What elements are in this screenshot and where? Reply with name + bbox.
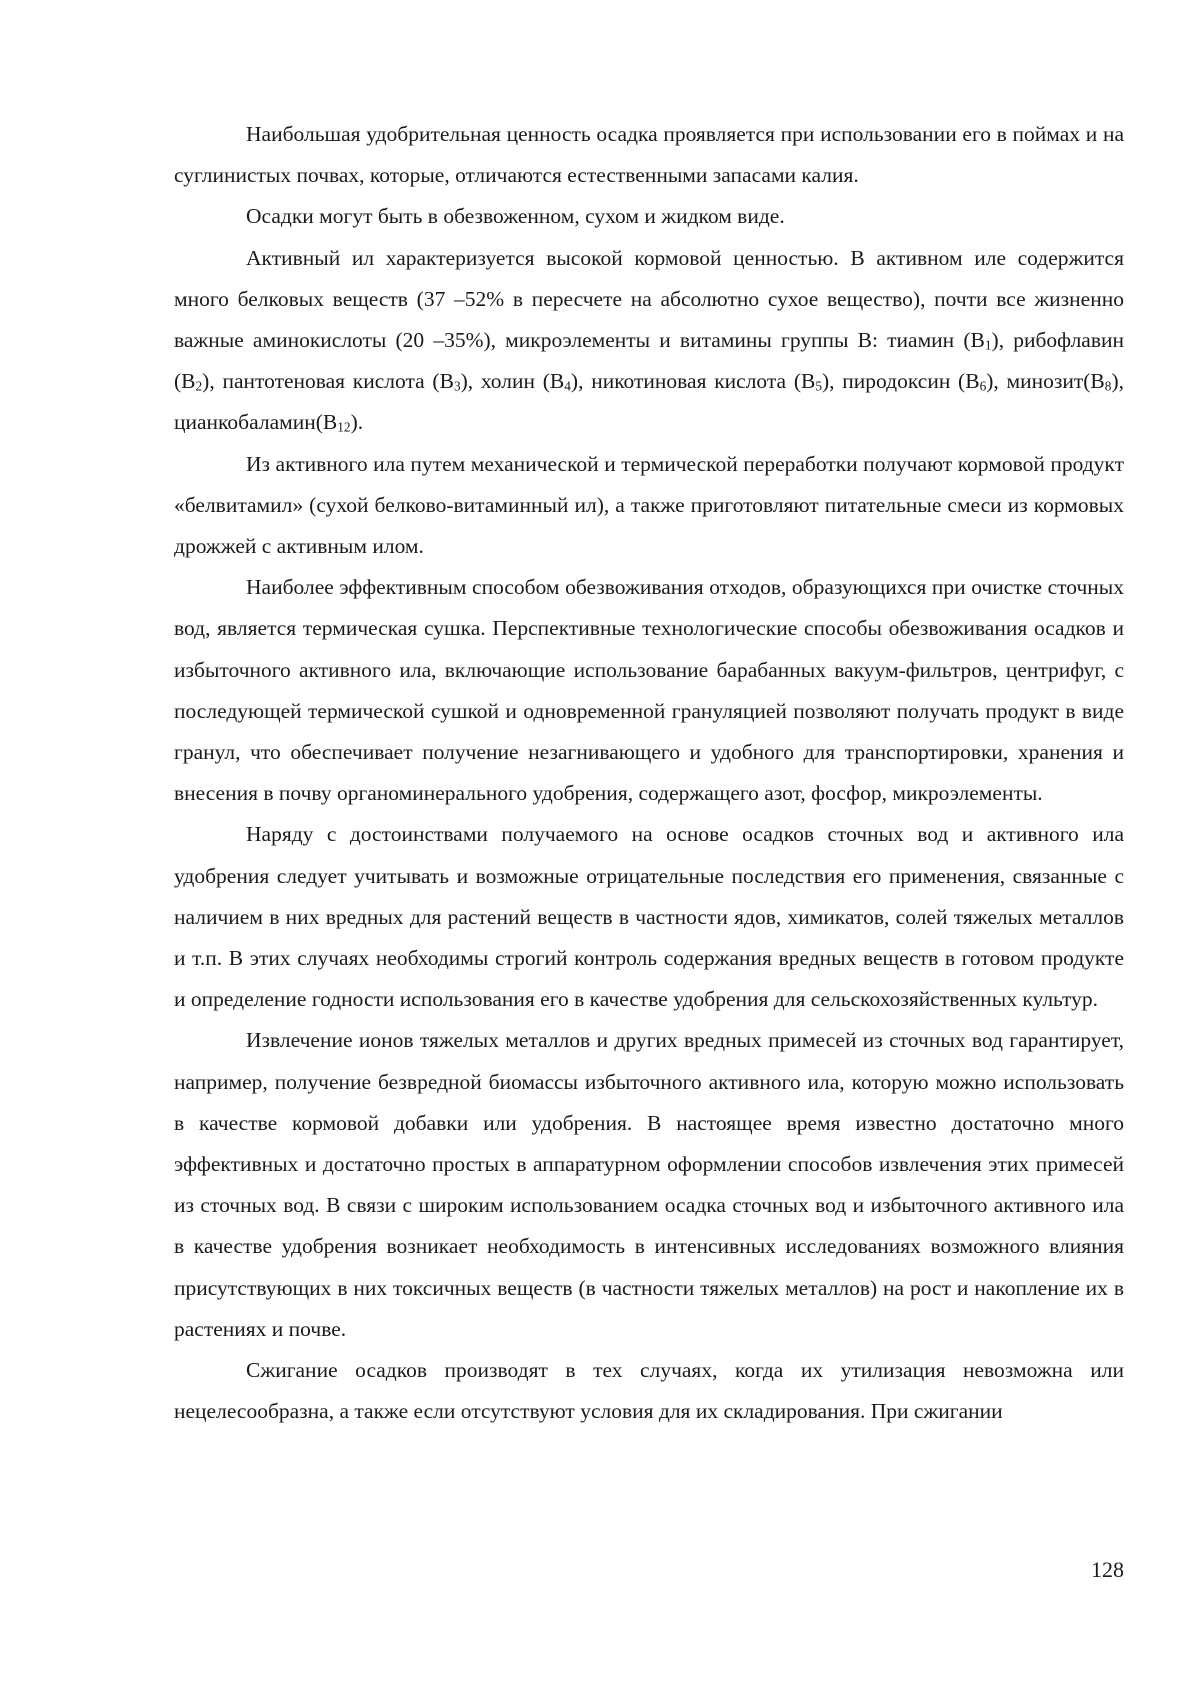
page-number: 128 bbox=[1091, 1557, 1124, 1582]
paragraph-negative-consequences: Наряду с достоинствами получаемого на основе осадков сточных вод и активного ила удобрения следует учитывать и возможные отрицательные последствия его применения, связанные с наличием в них вредных для растений веществ в частности ядов, химикатов, солей тяжелых металлов и т.п. В этих случаях необходимы строгий контроль содержания вредных веществ в готовом продукте и определение годности использования его в качестве удобрения для сельскохозяйственных культур. bbox=[174, 822, 1124, 1012]
paragraph-belvitamil: Из активного ила путем механической и термической переработки получают кормовой продукт «белвитамил» (сухой белково-витаминный ил), а также приготовляют питательные смеси из кормовых дрожжей с активным илом. bbox=[174, 451, 1124, 559]
paragraph-sludge-forms: Осадки могут быть в обезвоженном, сухом и жидком виде. bbox=[246, 204, 785, 229]
paragraph-activated-sludge: Активный ил характеризуется высокой кормовой ценностью. В активном иле содержится много белковых веществ (37 –52% в пересчете на абсолютно сухое вещество), почти все жизненно важные аминокислоты (20 –35%), микроэлементы и витамины группы В: тиамин $(В_1)$, рибофлавин $(В_2)$, пантотеновая кислота $(В_3)$, холин $(В_4)$, никотиновая кислота $(В_5)$, пиродоксин $(В_6)$, $минозит(В_8)$, $цианкобаламин(В_{12})$. bbox=[174, 245, 1124, 435]
paragraph-thermal-drying: Наиболее эффективным способом обезвоживания отходов, образующихся при очистке сточных вод, является термическая сушка. Перспективные технологические способы обезвоживания осадков и избыточного активного ила, включающие использование барабанных вакуум-фильтров, центрифуг, с последующей термической сушкой и одновременной грануляцией позволяют получать продукт в виде гранул, что обеспечивает получение незагнивающего и удобного для транспортировки, хранения и внесения в почву органоминерального удобрения, содержащего азот, фосфор, микроэлементы. bbox=[174, 575, 1124, 806]
paragraph-fertilizer-value: Наибольшая удобрительная ценность осадка проявляется при использовании его в поймах и на суглинистых почвах, которые, отличаются естественными запасами калия. bbox=[174, 122, 1124, 188]
paragraph-heavy-metals: Извлечение ионов тяжелых металлов и других вредных примесей из сточных вод гарантирует, например, получение безвредной биомассы избыточного активного ила, которую можно использовать в качестве кормовой добавки или удобрения. В настоящее время известно достаточно много эффективных и достаточно простых в аппаратурном оформлении способов извлечения этих примесей из сточных вод. В связи с широким использованием осадка сточных вод и избыточного активного ила в качестве удобрения возникает необходимость в интенсивных исследованиях возможного влияния присутствующих в них токсичных веществ (в частности тяжелых металлов) на рост и накопление их в растениях и почве. bbox=[174, 1028, 1124, 1341]
paragraph-incineration: Сжигание осадков производят в тех случаях, когда их утилизация невозможна или нецелесообразна, а также если отсутствуют условия для их складирования. При сжигании bbox=[174, 1358, 1124, 1424]
document-body bbox=[174, 114, 1124, 1433]
